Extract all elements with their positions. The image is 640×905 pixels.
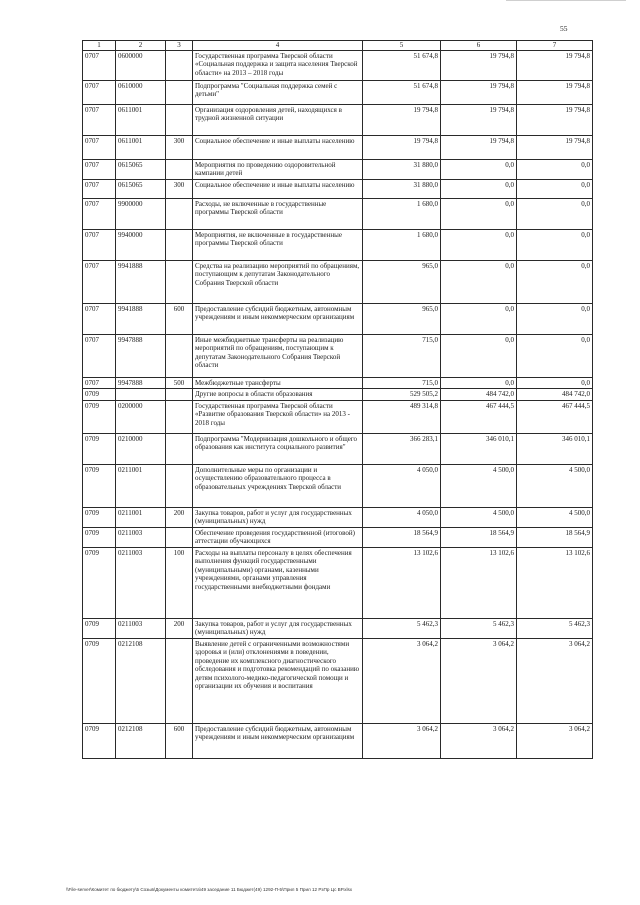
item-name-cell: Выявление детей с ограниченными возможностями здоровья и (или) отклонениями в поведении, проведение их комплексного диагностического обследования и подготовка рекомендаций по оказанию детям психолого-медико-педагогической помощи и организации их обучения и воспитания <box>193 638 363 723</box>
expense-type-cell: 200 <box>166 507 193 527</box>
target-article-cell: 0211003 <box>116 547 166 618</box>
target-article-cell: 0610000 <box>116 80 166 104</box>
razdel-cell: 0707 <box>83 104 116 135</box>
table-row <box>83 334 593 377</box>
amount-year2-cell: 19 794,8 <box>441 135 517 159</box>
amount-year1-cell: 5 462,3 <box>363 618 441 638</box>
amount-year2-cell: 0,0 <box>441 159 517 179</box>
table-row <box>83 135 593 159</box>
item-name-cell: Средства на реализацию мероприятий по обращениям, поступающим к депутатам Законодательного Собрания Тверской области <box>193 260 363 303</box>
amount-year2-cell: 18 564,9 <box>441 527 517 547</box>
scan-edge-mark <box>506 0 626 5</box>
expense-type-cell <box>166 229 193 260</box>
amount-year2-cell: 3 064,2 <box>441 638 517 723</box>
target-article-cell: 0211003 <box>116 527 166 547</box>
amount-year3-cell: 0,0 <box>517 260 593 303</box>
target-article-cell: 0611001 <box>116 135 166 159</box>
target-article-cell: 0212108 <box>116 723 166 758</box>
table-row <box>83 198 593 229</box>
table-body <box>83 50 593 758</box>
target-article-cell: 0211001 <box>116 464 166 507</box>
expense-type-cell: 600 <box>166 303 193 334</box>
razdel-cell: 0707 <box>83 135 116 159</box>
amount-year3-cell: 3 064,2 <box>517 638 593 723</box>
amount-year3-cell: 3 064,2 <box>517 723 593 758</box>
amount-year1-cell: 51 674,8 <box>363 80 441 104</box>
item-name-cell: Мероприятия, не включенные в государственные программы Тверской области <box>193 229 363 260</box>
file-path-footer: \\File-server\Комитет по бюджету\5 Созыв\Документы комитета\49 заседание 11 Бюджет(49) 1292-П-5\Прил 5 Прил 12 РзПр Цс ВР.xlsx <box>66 887 353 892</box>
item-name-cell: Государственная программа Тверской области «Социальная поддержка и защита населения Тверской области» на 2013 – 2018 годы <box>193 50 363 80</box>
amount-year3-cell: 5 462,3 <box>517 618 593 638</box>
item-name-cell: Подпрограмма "Социальная поддержка семей с детьми" <box>193 80 363 104</box>
target-article-cell: 0211003 <box>116 618 166 638</box>
expense-type-cell: 200 <box>166 618 193 638</box>
razdel-cell: 0707 <box>83 80 116 104</box>
item-name-cell: Другие вопросы в области образования <box>193 389 363 401</box>
razdel-cell: 0707 <box>83 334 116 377</box>
table-row <box>83 507 593 527</box>
amount-year3-cell: 0,0 <box>517 229 593 260</box>
expense-type-cell: 600 <box>166 723 193 758</box>
item-name-cell: Организация оздоровления детей, находящихся в трудной жизненной ситуации <box>193 104 363 135</box>
table-row <box>83 464 593 507</box>
amount-year2-cell: 0,0 <box>441 334 517 377</box>
amount-year1-cell: 366 283,1 <box>363 433 441 464</box>
amount-year3-cell: 19 794,8 <box>517 50 593 80</box>
item-name-cell: Дополнительные меры по организации и осуществлению образовательного процесса в образовательных учреждениях Тверской области <box>193 464 363 507</box>
razdel-cell: 0707 <box>83 377 116 389</box>
amount-year2-cell: 4 500,0 <box>441 507 517 527</box>
target-article-cell: 9941888 <box>116 260 166 303</box>
column-header: 1 <box>83 41 116 51</box>
target-article-cell: 0211001 <box>116 507 166 527</box>
amount-year3-cell: 0,0 <box>517 198 593 229</box>
target-article-cell: 0210000 <box>116 433 166 464</box>
razdel-cell: 0707 <box>83 179 116 198</box>
amount-year1-cell: 13 102,6 <box>363 547 441 618</box>
table-row <box>83 389 593 401</box>
expense-type-cell <box>166 159 193 179</box>
table-row <box>83 433 593 464</box>
amount-year1-cell: 489 314,8 <box>363 400 441 433</box>
target-article-cell: 9941888 <box>116 303 166 334</box>
amount-year1-cell: 965,0 <box>363 260 441 303</box>
expense-type-cell: 100 <box>166 547 193 618</box>
razdel-cell: 0709 <box>83 527 116 547</box>
amount-year3-cell: 13 102,6 <box>517 547 593 618</box>
razdel-cell: 0709 <box>83 618 116 638</box>
amount-year1-cell: 1 680,0 <box>363 198 441 229</box>
amount-year3-cell: 0,0 <box>517 377 593 389</box>
amount-year2-cell: 346 010,1 <box>441 433 517 464</box>
amount-year2-cell: 19 794,8 <box>441 80 517 104</box>
target-article-cell: 9900000 <box>116 198 166 229</box>
target-article-cell: 0615065 <box>116 179 166 198</box>
item-name-cell: Межбюджетные трансферты <box>193 377 363 389</box>
amount-year2-cell: 0,0 <box>441 179 517 198</box>
expense-type-cell <box>166 400 193 433</box>
amount-year1-cell: 715,0 <box>363 334 441 377</box>
column-header: 7 <box>517 41 593 51</box>
target-article-cell: 0611001 <box>116 104 166 135</box>
column-header: 4 <box>193 41 363 51</box>
table-row <box>83 377 593 389</box>
table-row <box>83 618 593 638</box>
target-article-cell <box>116 389 166 401</box>
razdel-cell: 0709 <box>83 400 116 433</box>
razdel-cell: 0709 <box>83 547 116 618</box>
expense-type-cell <box>166 260 193 303</box>
table-row <box>83 179 593 198</box>
header-row <box>83 41 593 51</box>
amount-year1-cell: 18 564,9 <box>363 527 441 547</box>
amount-year3-cell: 19 794,8 <box>517 135 593 159</box>
column-header: 3 <box>166 41 193 51</box>
item-name-cell: Иные межбюджетные трансферты на реализацию мероприятий по обращениям, поступающим к депутатам Законодательного Собрания Тверской области <box>193 334 363 377</box>
amount-year3-cell: 0,0 <box>517 159 593 179</box>
expense-type-cell <box>166 527 193 547</box>
column-header: 5 <box>363 41 441 51</box>
amount-year3-cell: 0,0 <box>517 179 593 198</box>
target-article-cell: 0200000 <box>116 400 166 433</box>
amount-year2-cell: 4 500,0 <box>441 464 517 507</box>
amount-year3-cell: 0,0 <box>517 303 593 334</box>
razdel-cell: 0707 <box>83 198 116 229</box>
amount-year3-cell: 4 500,0 <box>517 507 593 527</box>
amount-year2-cell: 13 102,6 <box>441 547 517 618</box>
item-name-cell: Расходы, не включенные в государственные программы Тверской области <box>193 198 363 229</box>
item-name-cell: Подпрограмма "Модернизация дошкольного и общего образования как института социального развития" <box>193 433 363 464</box>
amount-year1-cell: 4 050,0 <box>363 507 441 527</box>
expense-type-cell <box>166 433 193 464</box>
item-name-cell: Государственная программа Тверской области «Развитие образования Тверской области» на 2013 - 2018 годы <box>193 400 363 433</box>
amount-year3-cell: 19 794,8 <box>517 104 593 135</box>
amount-year1-cell: 3 064,2 <box>363 638 441 723</box>
expense-type-cell <box>166 104 193 135</box>
razdel-cell: 0707 <box>83 303 116 334</box>
expense-type-cell: 500 <box>166 377 193 389</box>
amount-year3-cell: 19 794,8 <box>517 80 593 104</box>
amount-year1-cell: 19 794,8 <box>363 104 441 135</box>
razdel-cell: 0709 <box>83 464 116 507</box>
razdel-cell: 0707 <box>83 229 116 260</box>
amount-year2-cell: 0,0 <box>441 377 517 389</box>
table-row <box>83 229 593 260</box>
item-name-cell: Обеспечение проведения государственной (итоговой) аттестации обучающихся <box>193 527 363 547</box>
amount-year1-cell: 4 050,0 <box>363 464 441 507</box>
amount-year3-cell: 18 564,9 <box>517 527 593 547</box>
amount-year1-cell: 19 794,8 <box>363 135 441 159</box>
expense-type-cell <box>166 464 193 507</box>
amount-year1-cell: 965,0 <box>363 303 441 334</box>
expense-type-cell <box>166 50 193 80</box>
amount-year2-cell: 0,0 <box>441 229 517 260</box>
razdel-cell: 0709 <box>83 507 116 527</box>
table-row <box>83 303 593 334</box>
item-name-cell: Предоставление субсидий бюджетным, автономным учреждениям и иным некоммерческим организациям <box>193 303 363 334</box>
table-row <box>83 159 593 179</box>
column-header: 2 <box>116 41 166 51</box>
target-article-cell: 9940000 <box>116 229 166 260</box>
table-row <box>83 260 593 303</box>
table-row <box>83 104 593 135</box>
expense-type-cell <box>166 334 193 377</box>
amount-year2-cell: 3 064,2 <box>441 723 517 758</box>
amount-year2-cell: 0,0 <box>441 260 517 303</box>
budget-table <box>82 40 593 759</box>
item-name-cell: Закупка товаров, работ и услуг для государственных (муниципальных) нужд <box>193 618 363 638</box>
amount-year2-cell: 484 742,0 <box>441 389 517 401</box>
amount-year2-cell: 19 794,8 <box>441 50 517 80</box>
amount-year3-cell: 484 742,0 <box>517 389 593 401</box>
item-name-cell: Закупка товаров, работ и услуг для государственных (муниципальных) нужд <box>193 507 363 527</box>
razdel-cell: 0709 <box>83 389 116 401</box>
table-row <box>83 638 593 723</box>
table-row <box>83 723 593 758</box>
amount-year2-cell: 0,0 <box>441 303 517 334</box>
razdel-cell: 0709 <box>83 638 116 723</box>
amount-year2-cell: 0,0 <box>441 198 517 229</box>
table-row <box>83 80 593 104</box>
amount-year1-cell: 31 880,0 <box>363 179 441 198</box>
amount-year3-cell: 4 500,0 <box>517 464 593 507</box>
table-row <box>83 547 593 618</box>
expense-type-cell <box>166 638 193 723</box>
expense-type-cell <box>166 389 193 401</box>
item-name-cell: Социальное обеспечение и иные выплаты населению <box>193 179 363 198</box>
amount-year3-cell: 0,0 <box>517 334 593 377</box>
expense-type-cell <box>166 80 193 104</box>
amount-year2-cell: 5 462,3 <box>441 618 517 638</box>
table-row <box>83 527 593 547</box>
amount-year1-cell: 3 064,2 <box>363 723 441 758</box>
item-name-cell: Расходы на выплаты персоналу в целях обеспечения выполнения функций государственными (муниципальными) органами, казенными учреждениями, органами управления государственными внебюджетными фондами <box>193 547 363 618</box>
expense-type-cell: 300 <box>166 179 193 198</box>
item-name-cell: Мероприятия по проведению оздоровительной кампании детей <box>193 159 363 179</box>
razdel-cell: 0709 <box>83 433 116 464</box>
amount-year2-cell: 467 444,5 <box>441 400 517 433</box>
expense-type-cell <box>166 198 193 229</box>
razdel-cell: 0709 <box>83 723 116 758</box>
amount-year1-cell: 715,0 <box>363 377 441 389</box>
target-article-cell: 9947888 <box>116 377 166 389</box>
razdel-cell: 0707 <box>83 159 116 179</box>
amount-year1-cell: 31 880,0 <box>363 159 441 179</box>
item-name-cell: Социальное обеспечение и иные выплаты населению <box>193 135 363 159</box>
amount-year1-cell: 1 680,0 <box>363 229 441 260</box>
razdel-cell: 0707 <box>83 50 116 80</box>
target-article-cell: 0600000 <box>116 50 166 80</box>
amount-year1-cell: 529 505,2 <box>363 389 441 401</box>
page-number: 55 <box>560 24 568 33</box>
target-article-cell: 9947888 <box>116 334 166 377</box>
item-name-cell: Предоставление субсидий бюджетным, автономным учреждениям и иным некоммерческим организациям <box>193 723 363 758</box>
column-header: 6 <box>441 41 517 51</box>
amount-year3-cell: 346 010,1 <box>517 433 593 464</box>
table-row <box>83 400 593 433</box>
razdel-cell: 0707 <box>83 260 116 303</box>
target-article-cell: 0212108 <box>116 638 166 723</box>
table-header <box>83 41 593 51</box>
amount-year2-cell: 19 794,8 <box>441 104 517 135</box>
table-row <box>83 50 593 80</box>
amount-year3-cell: 467 444,5 <box>517 400 593 433</box>
target-article-cell: 0615065 <box>116 159 166 179</box>
expense-type-cell: 300 <box>166 135 193 159</box>
amount-year1-cell: 51 674,8 <box>363 50 441 80</box>
